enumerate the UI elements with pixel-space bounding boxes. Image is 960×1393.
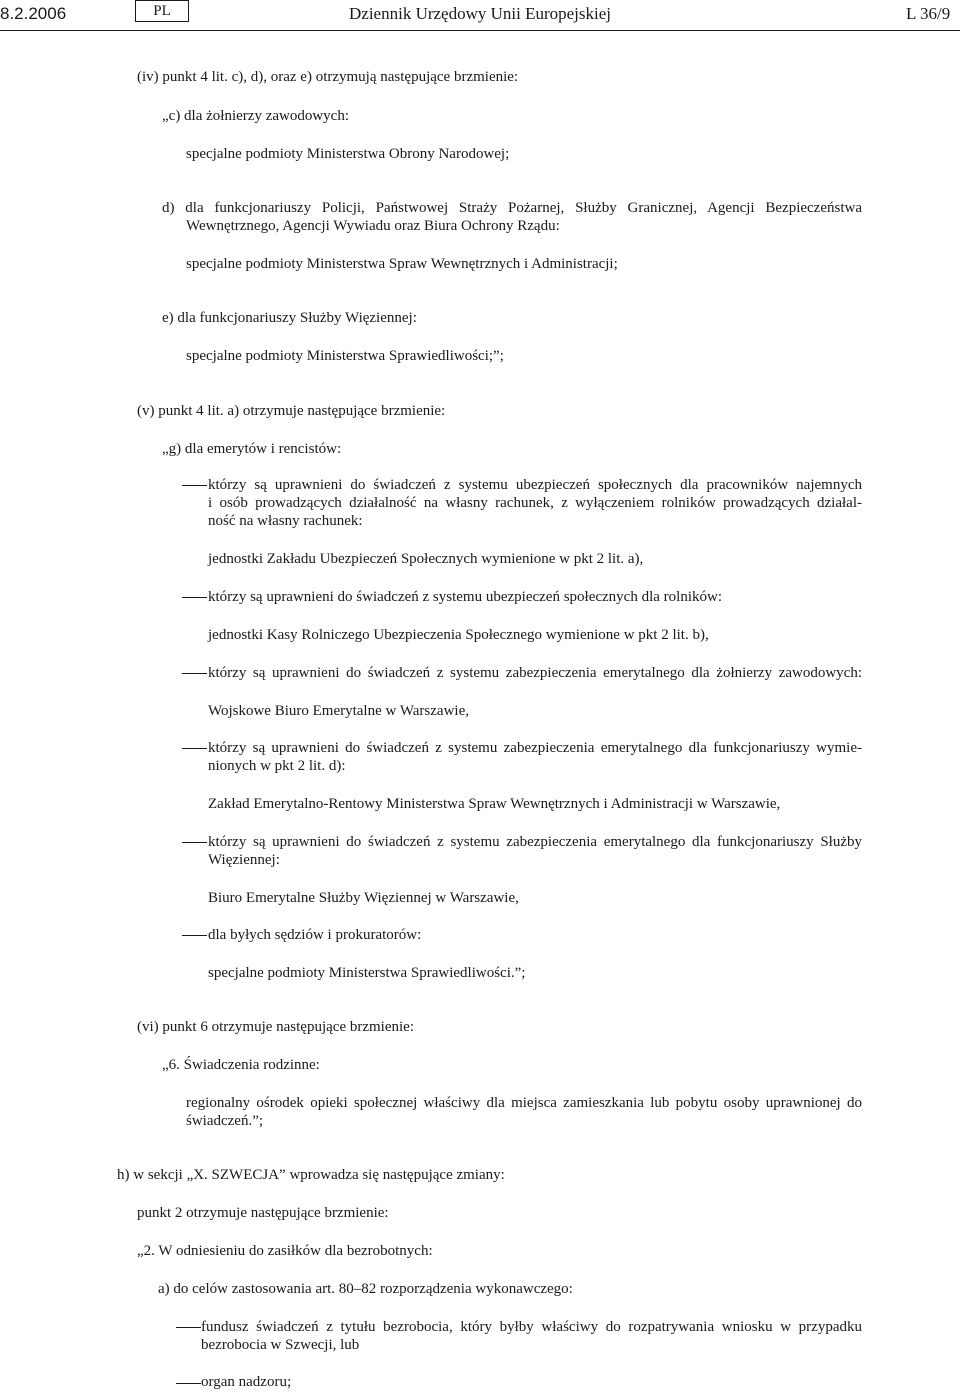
c-institution: specjalne podmioty Ministerstwa Obrony Narodowej; — [186, 146, 510, 162]
em-dash-icon — [176, 1383, 201, 1384]
two-heading: „2. W odniesieniu do zasiłków dla bezrobotnych: — [137, 1243, 433, 1259]
six-line-2: świadczeń.”; — [186, 1113, 264, 1129]
g4-line-1: którzy są uprawnieni do świadczeń z systemu zabezpieczenia emerytalnego dla funkcjonariuszy wymie- — [208, 740, 862, 756]
a1-line-2: bezrobocia w Szwecji, lub — [201, 1337, 360, 1353]
g5-line-2: Więziennej: — [208, 852, 280, 868]
g5-institution: Biuro Emerytalne Służby Więziennej w Warszawie, — [208, 890, 519, 906]
em-dash-icon — [182, 842, 207, 843]
c-heading: „c) dla żołnierzy zawodowych: — [162, 108, 349, 124]
g3-line-1: którzy są uprawnieni do świadczeń z systemu zabezpieczenia emerytalnego dla żołnierzy zawodowych: — [208, 665, 862, 681]
journal-title: Dziennik Urzędowy Unii Europejskiej — [349, 4, 612, 23]
header-rule — [0, 30, 960, 31]
publication-date: 8.2.2006 — [0, 4, 67, 23]
g1-line-3: ność na własny rachunek: — [208, 513, 363, 529]
punkt-2-intro: punkt 2 otrzymuje następujące brzmienie: — [137, 1205, 389, 1221]
a2-line-1: organ nadzoru; — [201, 1374, 292, 1390]
six-heading: „6. Świadczenia rodzinne: — [162, 1057, 320, 1073]
g4-institution: Zakład Emerytalno-Rentowy Ministerstwa Spraw Wewnętrznych i Administracji w Warszawie, — [208, 796, 781, 812]
six-line-1: regionalny ośrodek opieki społecznej właściwy dla miejsca zamieszkania lub pobytu osoby uprawnionej do — [186, 1095, 862, 1111]
em-dash-icon — [182, 597, 207, 598]
vi-intro: (vi) punkt 6 otrzymuje następujące brzmienie: — [137, 1019, 414, 1035]
d-institution: specjalne podmioty Ministerstwa Spraw Wewnętrznych i Administracji; — [186, 256, 618, 272]
em-dash-icon — [182, 748, 207, 749]
page-header — [0, 0, 960, 28]
g-heading: „g) dla emerytów i rencistów: — [162, 441, 342, 457]
g6-institution: specjalne podmioty Ministerstwa Sprawiedliwości.”; — [208, 965, 526, 981]
em-dash-icon — [182, 673, 207, 674]
g2-line-1: którzy są uprawnieni do świadczeń z systemu ubezpieczeń społecznych dla rolników: — [208, 589, 722, 605]
g1-line-2: i osób prowadzących działalność na własny rachunek, z wyłączeniem rolników prowadzących działal- — [208, 495, 862, 511]
g6-line-1: dla byłych sędziów i prokuratorów: — [208, 927, 422, 943]
d-heading-line-1: d) dla funkcjonariuszy Policji, Państwowej Straży Pożarnej, Służby Granicznej, Agencji Bezpieczeństwa — [162, 200, 862, 216]
e-heading: e) dla funkcjonariuszy Służby Więziennej: — [162, 310, 417, 326]
g4-line-2: nionych w pkt 2 lit. d): — [208, 758, 346, 774]
g5-line-1: którzy są uprawnieni do świadczeń z systemu zabezpieczenia emerytalnego dla funkcjonariuszy Służby — [208, 834, 862, 850]
a1-line-1: fundusz świadczeń z tytułu bezrobocia, który byłby właściwy do rozpatrywania wniosku w przypadku — [201, 1319, 862, 1335]
d-heading-line-2: Wewnętrznego, Agencji Wywiadu oraz Biura Ochrony Rządu: — [186, 218, 560, 234]
g1-institution: jednostki Zakładu Ubezpieczeń Społecznych wymienione w pkt 2 lit. a), — [208, 551, 644, 567]
em-dash-icon — [182, 485, 207, 486]
iv-intro: (iv) punkt 4 lit. c), d), oraz e) otrzymują następujące brzmienie: — [137, 69, 519, 85]
g1-line-1: którzy są uprawnieni do świadczeń z systemu ubezpieczeń społecznych dla pracowników najemnych — [208, 477, 862, 493]
e-institution: specjalne podmioty Ministerstwa Sprawiedliwości;”; — [186, 348, 504, 364]
g3-institution: Wojskowe Biuro Emerytalne w Warszawie, — [208, 703, 469, 719]
language-badge: PL — [135, 0, 189, 22]
a-heading: a) do celów zastosowania art. 80–82 rozporządzenia wykonawczego: — [158, 1281, 573, 1297]
em-dash-icon — [182, 935, 207, 936]
h-intro: h) w sekcji „X. SZWECJA” wprowadza się następujące zmiany: — [117, 1167, 505, 1183]
g2-institution: jednostki Kasy Rolniczego Ubezpieczenia Społecznego wymienione w pkt 2 lit. b), — [208, 627, 709, 643]
v-intro: (v) punkt 4 lit. a) otrzymuje następujące brzmienie: — [137, 403, 446, 419]
em-dash-icon — [176, 1327, 201, 1328]
page-number: L 36/9 — [906, 4, 951, 23]
